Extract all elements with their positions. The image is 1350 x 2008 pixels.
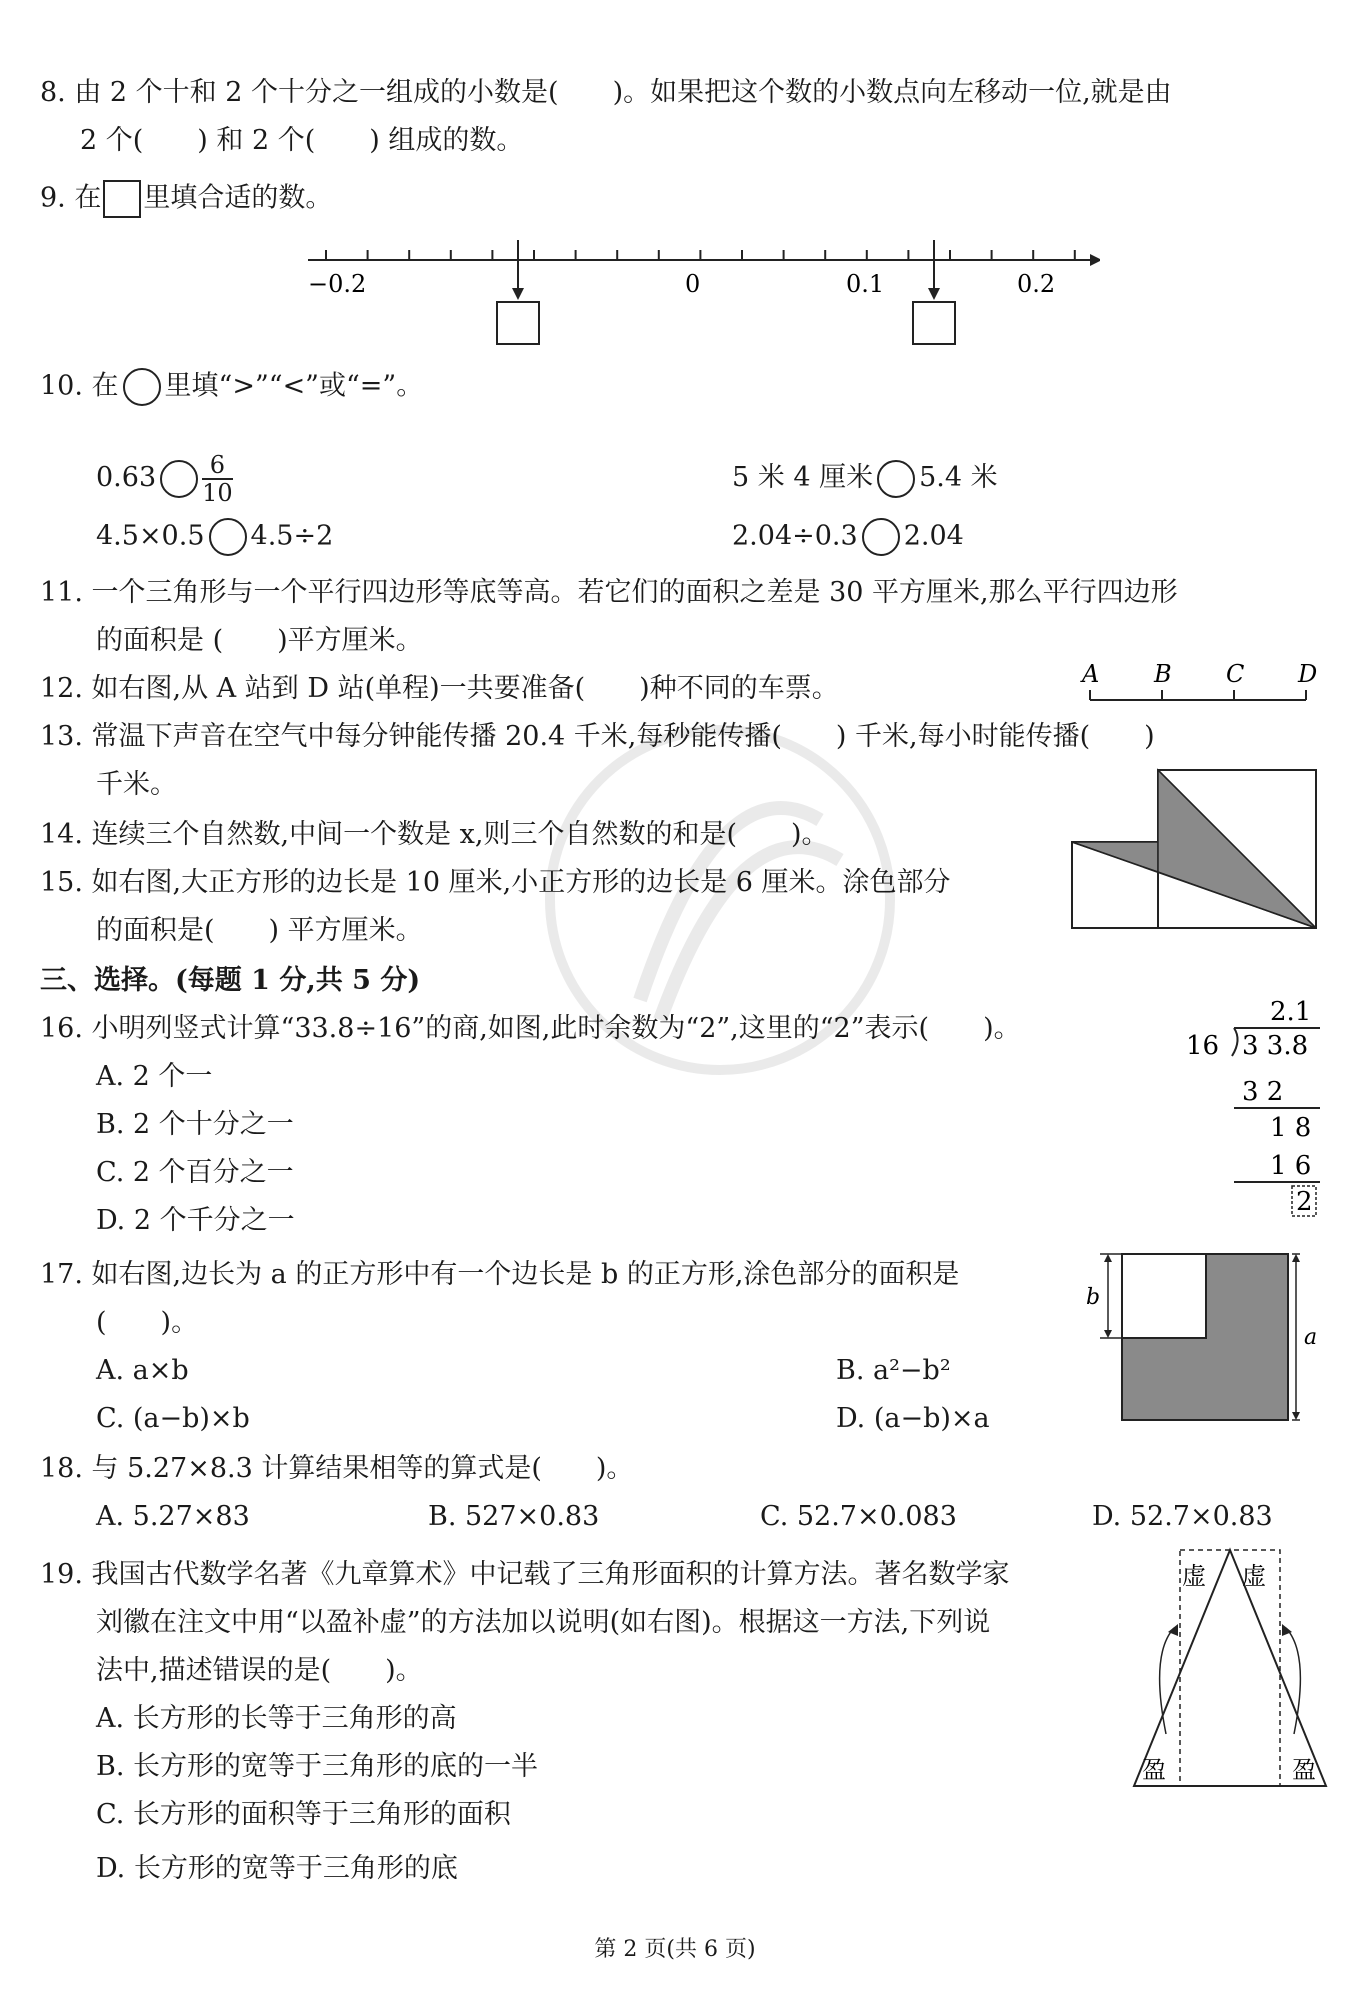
- q10-item-b: [732, 448, 998, 508]
- q11-line2: 的面积是 ( )平方厘米。: [96, 625, 423, 656]
- watermark-emblem: [520, 700, 920, 1100]
- q19-option-d[interactable]: D. 长方形的宽等于三角形的底: [96, 1853, 458, 1884]
- q10-item-c: [96, 518, 333, 556]
- q10-prompt: [40, 368, 423, 406]
- q19-line3: 法中,描述错误的是( )。: [96, 1655, 423, 1686]
- q10-a-den: 10: [202, 478, 233, 507]
- q10-a-circle[interactable]: [160, 460, 198, 498]
- division-step2: 1 8: [1270, 1113, 1312, 1143]
- label-ying-right: 盈: [1292, 1756, 1316, 1784]
- q10-a-left: 0.63: [96, 462, 157, 493]
- q12-station-diagram: [1070, 656, 1320, 716]
- label-b: b: [1086, 1285, 1101, 1310]
- q13-line2: 千米。: [96, 769, 177, 800]
- q18-option-b[interactable]: B. 527×0.83: [428, 1501, 600, 1532]
- q15-line2: 的面积是( ) 平方厘米。: [96, 915, 423, 946]
- q9-suffix: 里填合适的数。: [143, 182, 333, 214]
- q19-triangle-diagram: [1130, 1544, 1330, 1794]
- q10-d-left: 2.04÷0.3: [732, 520, 858, 552]
- q8-line2: 2 个( ) 和 2 个( ) 组成的数。: [80, 125, 524, 156]
- page-footer: 第 2 页(共 6 页): [594, 1937, 756, 1962]
- division-dividend: 3 3.8: [1242, 1031, 1309, 1061]
- q18-line1: 18. 与 5.27×8.3 计算结果相等的算式是( )。: [40, 1453, 634, 1484]
- q10-d-right: 2.04: [903, 520, 964, 552]
- q10-item-a: [96, 448, 233, 508]
- station-c-label: C: [1226, 660, 1245, 688]
- q18-option-c[interactable]: C. 52.7×0.083: [760, 1501, 957, 1532]
- q9-prompt: [40, 180, 332, 218]
- number-line-ticks: [326, 250, 1075, 260]
- q15-squares-diagram: [1070, 768, 1320, 938]
- q14-line1: 14. 连续三个自然数,中间一个数是 x,则三个自然数的和是( )。: [40, 819, 829, 850]
- q19-option-a[interactable]: A. 长方形的长等于三角形的高: [96, 1703, 457, 1734]
- q10-d-circle[interactable]: [862, 518, 900, 556]
- q15-line1: 15. 如右图,大正方形的边长是 10 厘米,小正方形的边长是 6 厘米。涂色部分: [40, 867, 951, 898]
- q10-a-fraction: [202, 452, 233, 506]
- q10-c-circle[interactable]: [209, 518, 247, 556]
- label-a: a: [1304, 1325, 1318, 1350]
- q9-answer-box-1[interactable]: [497, 302, 539, 344]
- q11-line1: 11. 一个三角形与一个平行四边形等底等高。若它们的面积之差是 30 平方厘米,那么平行四边形: [40, 577, 1178, 608]
- q16-long-division: [1180, 994, 1330, 1224]
- tick-label-neg02: −0.2: [308, 270, 367, 298]
- q17-square-diagram: [1086, 1248, 1326, 1428]
- division-step3: 1 6: [1270, 1151, 1312, 1181]
- q12-line1: 12. 如右图,从 A 站到 D 站(单程)一共要准备( )种不同的车票。: [40, 673, 839, 704]
- division-remainder: 2: [1296, 1187, 1313, 1217]
- q16-option-c[interactable]: C. 2 个百分之一: [96, 1157, 294, 1188]
- q8-line1: 8. 由 2 个十和 2 个十分之一组成的小数是( )。如果把这个数的小数点向左移动一位,就是由: [40, 77, 1172, 108]
- q16-option-b[interactable]: B. 2 个十分之一: [96, 1109, 294, 1140]
- q10-b-right: 5.4 米: [919, 462, 998, 493]
- q16-line1: 16. 小明列竖式计算“33.8÷16”的商,如图,此时余数为“2”,这里的“2”表示( )。: [40, 1013, 1021, 1044]
- q10-c-left: 4.5×0.5: [96, 520, 205, 552]
- q10-b-circle[interactable]: [877, 460, 915, 498]
- label-ying-left: 盈: [1142, 1756, 1166, 1784]
- q19-option-b[interactable]: B. 长方形的宽等于三角形的底的一半: [96, 1751, 539, 1782]
- q18-option-a[interactable]: A. 5.27×83: [96, 1501, 250, 1532]
- q16-option-d[interactable]: D. 2 个千分之一: [96, 1205, 295, 1236]
- division-quotient: 2.1: [1270, 997, 1312, 1027]
- label-xu-left: 虚: [1182, 1562, 1206, 1590]
- q17-option-a[interactable]: A. a×b: [96, 1355, 189, 1386]
- q10-a-num: 6: [202, 452, 233, 480]
- q10-item-d: [732, 518, 964, 556]
- q16-option-a[interactable]: A. 2 个一: [96, 1061, 213, 1092]
- section3-heading: 三、选择。(每题 1 分,共 5 分): [40, 965, 421, 996]
- q9-prefix: 9. 在: [40, 182, 102, 214]
- division-step1: 3 2: [1242, 1077, 1284, 1107]
- q19-option-c[interactable]: C. 长方形的面积等于三角形的面积: [96, 1799, 511, 1830]
- station-b-label: B: [1154, 660, 1172, 688]
- q10-c-right: 4.5÷2: [250, 520, 334, 552]
- station-d-label: D: [1298, 660, 1318, 688]
- q17-line1: 17. 如右图,边长为 a 的正方形中有一个边长是 b 的正方形,涂色部分的面积是: [40, 1259, 960, 1290]
- q18-option-d[interactable]: D. 52.7×0.83: [1092, 1501, 1273, 1532]
- q13-line1: 13. 常温下声音在空气中每分钟能传播 20.4 千米,每秒能传播( ) 千米,每小时能传播( ): [40, 721, 1155, 752]
- tick-label-0: 0: [685, 270, 701, 298]
- answer-box-icon: [103, 180, 141, 218]
- q17-line2: ( )。: [96, 1307, 199, 1338]
- q17-option-b[interactable]: B. a²−b²: [836, 1355, 951, 1386]
- q10-b-left: 5 米 4 厘米: [732, 462, 874, 493]
- label-xu-right: 虚: [1242, 1562, 1266, 1590]
- q17-option-c[interactable]: C. (a−b)×b: [96, 1403, 250, 1434]
- division-divisor: 16: [1186, 1031, 1220, 1061]
- q9-number-line: [300, 228, 1100, 348]
- station-a-label: A: [1082, 660, 1100, 688]
- q10-prefix: 10. 在: [40, 370, 119, 402]
- q17-option-d[interactable]: D. (a−b)×a: [836, 1403, 990, 1434]
- compare-circle-icon: [123, 368, 161, 406]
- q10-suffix: 里填“>”“<”或“=”。: [164, 370, 424, 402]
- tick-label-01: 0.1: [846, 270, 885, 298]
- tick-label-02: 0.2: [1017, 270, 1056, 298]
- q9-answer-box-2[interactable]: [913, 302, 955, 344]
- q19-line2: 刘徽在注文中用“以盈补虚”的方法加以说明(如右图)。根据这一方法,下列说: [96, 1607, 991, 1638]
- q19-line1: 19. 我国古代数学名著《九章算术》中记载了三角形面积的计算方法。著名数学家: [40, 1559, 1010, 1590]
